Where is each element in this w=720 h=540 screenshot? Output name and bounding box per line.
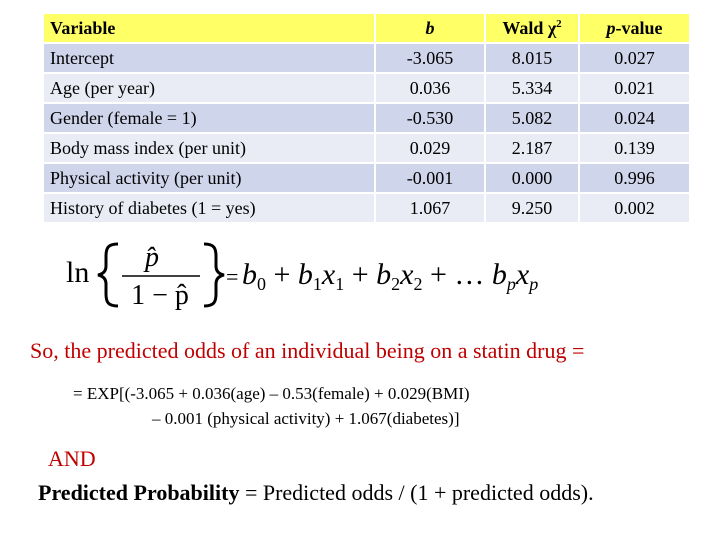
cell-variable: History of diabetes (1 = yes) xyxy=(44,194,374,222)
table-header-row xyxy=(44,14,689,42)
predicted-probability-text xyxy=(38,480,594,506)
numerator-phat: p̂ xyxy=(145,242,159,273)
cell-wald: 2.187 xyxy=(486,134,578,162)
cell-variable: Body mass index (per unit) xyxy=(44,134,374,162)
header-wald-label: Wald χ xyxy=(502,17,557,38)
b1-subscript: 1 xyxy=(312,274,322,294)
cell-b: 0.029 xyxy=(376,134,484,162)
cell-wald: 5.082 xyxy=(486,104,578,132)
cell-wald: 0.000 xyxy=(486,164,578,192)
logit-equation xyxy=(60,238,580,310)
table-row xyxy=(44,164,689,192)
b1-symbol: b xyxy=(297,258,313,291)
header-wald-sup: 2 xyxy=(556,17,562,30)
cell-p: 0.027 xyxy=(580,44,689,72)
cell-p: 0.139 xyxy=(580,134,689,162)
b2-symbol: b xyxy=(376,258,392,291)
predicted-probability-label: Predicted Probability xyxy=(38,480,240,505)
cell-b: 0.036 xyxy=(376,74,484,102)
cell-variable: Gender (female = 1) xyxy=(44,104,374,132)
odds-intro-text: So, the predicted odds of an individual being on a statin drug = xyxy=(30,338,585,363)
xp-subscript: p xyxy=(529,274,539,294)
header-wald xyxy=(486,14,578,42)
table-row xyxy=(44,194,689,222)
plus-1: + xyxy=(266,258,298,291)
header-variable: Variable xyxy=(44,14,374,42)
left-brace xyxy=(98,244,118,306)
table-row xyxy=(44,104,689,132)
cell-b: 1.067 xyxy=(376,194,484,222)
right-brace xyxy=(204,244,224,306)
cell-variable: Intercept xyxy=(44,44,374,72)
x2-symbol: x xyxy=(400,258,414,291)
bp-subscript: p xyxy=(506,274,516,294)
header-b: b xyxy=(376,14,484,42)
equals-sign xyxy=(226,264,238,289)
linear-predictor xyxy=(242,258,538,294)
xp-symbol: x xyxy=(515,258,530,291)
b2-subscript: 2 xyxy=(391,274,401,294)
table-row xyxy=(44,44,689,72)
header-p-italic: p xyxy=(606,17,616,38)
cell-p: 0.021 xyxy=(580,74,689,102)
predicted-probability-formula: = Predicted odds / (1 + predicted odds). xyxy=(239,480,594,505)
cell-wald: 9.250 xyxy=(486,194,578,222)
cell-b: -0.001 xyxy=(376,164,484,192)
cell-p: 0.024 xyxy=(580,104,689,132)
cell-variable: Age (per year) xyxy=(44,74,374,102)
plus-ellipsis: + … xyxy=(422,258,492,291)
plus-2: + xyxy=(344,258,377,291)
odds-expression-line-2: – 0.001 (physical activity) + 1.067(diabetes)] xyxy=(152,409,460,428)
logit-equation-svg xyxy=(60,238,580,310)
coefficients-table xyxy=(42,12,691,224)
x1-symbol: x xyxy=(321,258,336,291)
and-text: AND xyxy=(48,446,96,471)
header-p-rest: -value xyxy=(615,17,663,38)
x1-subscript: 1 xyxy=(335,274,345,294)
b0-subscript: 0 xyxy=(257,274,266,294)
x2-subscript: 2 xyxy=(413,274,423,294)
odds-expression-line-1: = EXP[(-3.065 + 0.036(age) – 0.53(female) + 0.029(BMI) xyxy=(73,384,470,403)
header-pvalue xyxy=(580,14,689,42)
cell-b: -0.530 xyxy=(376,104,484,132)
equals-text: = xyxy=(226,264,239,289)
cell-variable: Physical activity (per unit) xyxy=(44,164,374,192)
cell-p: 0.002 xyxy=(580,194,689,222)
b0-symbol: b xyxy=(242,258,257,291)
cell-b: -3.065 xyxy=(376,44,484,72)
denominator: 1 − p̂ xyxy=(131,280,189,310)
cell-wald: 5.334 xyxy=(486,74,578,102)
bp-symbol: b xyxy=(491,258,507,291)
ln-symbol: ln xyxy=(66,256,90,289)
table-row xyxy=(44,74,689,102)
table-row xyxy=(44,134,689,162)
cell-p: 0.996 xyxy=(580,164,689,192)
cell-wald: 8.015 xyxy=(486,44,578,72)
